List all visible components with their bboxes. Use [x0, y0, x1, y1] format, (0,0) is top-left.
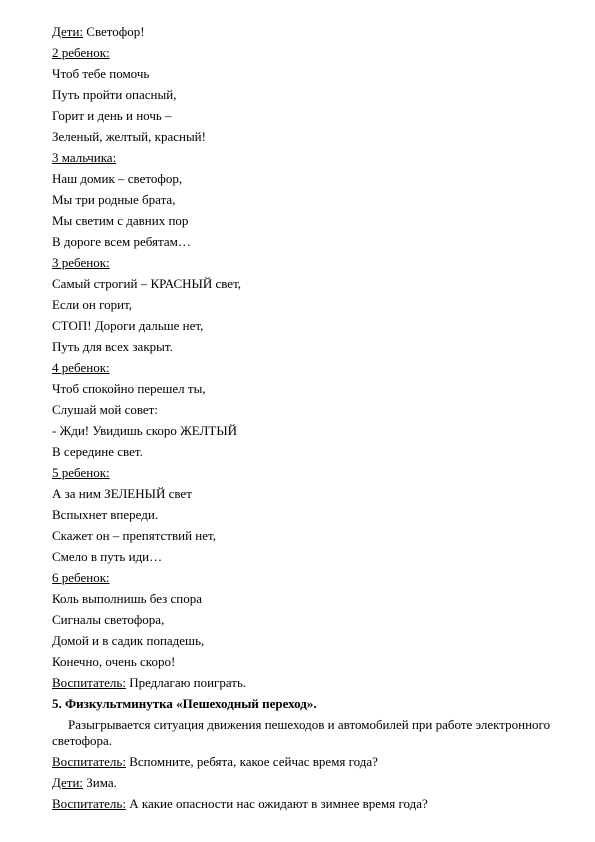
speaker-label: 6 ребенок: — [52, 570, 110, 585]
line-text: Зима. — [83, 775, 117, 790]
line-text: Мы светим с давних пор — [52, 213, 189, 228]
text-line — [52, 45, 110, 61]
text-line — [52, 318, 203, 334]
line-text: Вспомните, ребята, какое сейчас время года? — [125, 754, 378, 769]
text-line — [52, 108, 172, 124]
speaker-label: Воспитатель: — [52, 754, 126, 769]
text-line — [52, 570, 110, 586]
description-paragraph: Разыгрывается ситуация движения пешеходов и автомобилей при работе электронного светофора. — [52, 717, 551, 748]
text-line — [52, 402, 158, 418]
text-line — [52, 381, 206, 397]
line-text: Сигналы светофора, — [52, 612, 165, 627]
text-line — [52, 24, 145, 40]
speaker-label: Дети: — [52, 24, 84, 39]
text-line — [52, 654, 175, 670]
text-line — [52, 234, 191, 250]
text-line — [52, 66, 149, 82]
line-text: Самый строгий – КРАСНЫЙ свет, — [52, 276, 242, 291]
line-text: Путь для всех закрыт. — [52, 339, 173, 354]
text-line — [52, 549, 162, 565]
text-line — [52, 796, 428, 812]
text-line — [52, 171, 182, 187]
text-line — [52, 339, 173, 355]
line-text: Коль выполнишь без спора — [52, 591, 203, 606]
text-line — [52, 255, 110, 271]
line-text: Светофор! — [83, 24, 145, 39]
speaker-label: 4 ребенок: — [52, 360, 110, 375]
text-line — [52, 507, 158, 523]
line-text: Смело в путь иди… — [52, 549, 163, 564]
speaker-label: Воспитатель: — [52, 675, 126, 690]
line-text: Горит и день и ночь – — [52, 108, 172, 123]
text-line — [52, 591, 202, 607]
text-line — [52, 612, 164, 628]
line-text: Предлагаю поиграть. — [125, 675, 247, 690]
text-line — [52, 633, 204, 649]
line-text: Конечно, очень скоро! — [52, 654, 176, 669]
line-text: Скажет он – препятствий нет, — [52, 528, 216, 543]
text-line — [52, 276, 241, 292]
line-text: А за ним ЗЕЛЕНЫЙ свет — [52, 486, 192, 501]
text-line — [52, 754, 378, 770]
text-line — [52, 486, 192, 502]
text-line — [52, 465, 110, 481]
line-text: В середине свет. — [52, 444, 143, 459]
text-line — [52, 423, 237, 439]
text-line — [52, 297, 132, 313]
speaker-label: 2 ребенок: — [52, 45, 110, 60]
line-text: - Жди! Увидишь скоро ЖЕЛТЫЙ — [52, 423, 238, 438]
line-text: В дороге всем ребятам… — [52, 234, 191, 249]
line-text: Чтоб тебе помочь — [52, 66, 150, 81]
text-line — [52, 775, 117, 791]
text-line — [52, 675, 246, 691]
speaker-label: Воспитатель: — [52, 796, 126, 811]
speaker-label: Дети: — [52, 775, 84, 790]
text-line — [52, 150, 116, 166]
speaker-label: 3 ребенок: — [52, 255, 110, 270]
speaker-label: 5 ребенок: — [52, 465, 110, 480]
line-text: СТОП! Дороги дальше нет, — [52, 318, 204, 333]
speaker-label: 3 мальчика: — [52, 150, 117, 165]
line-text: Чтоб спокойно перешел ты, — [52, 381, 206, 396]
text-line — [52, 129, 206, 145]
line-text: Домой и в садик попадешь, — [52, 633, 205, 648]
text-line — [52, 360, 110, 376]
text-line — [52, 528, 216, 544]
text-line — [52, 444, 143, 460]
line-text: Наш домик – светофор, — [52, 171, 183, 186]
line-text: Слушай мой совет: — [52, 402, 158, 417]
line-text: А какие опасности нас ожидают в зимнее время года? — [125, 796, 428, 811]
line-text: Мы три родные брата, — [52, 192, 176, 207]
text-line — [52, 87, 176, 103]
line-text: Если он горит, — [52, 297, 133, 312]
text-line — [52, 213, 188, 229]
line-text: Зеленый, желтый, красный! — [52, 129, 206, 144]
line-text: Путь пройти опасный, — [52, 87, 177, 102]
line-text: Вспыхнет впереди. — [52, 507, 159, 522]
text-line — [52, 192, 175, 208]
section-heading: 5. Физкультминутка «Пешеходный переход». — [52, 696, 317, 711]
